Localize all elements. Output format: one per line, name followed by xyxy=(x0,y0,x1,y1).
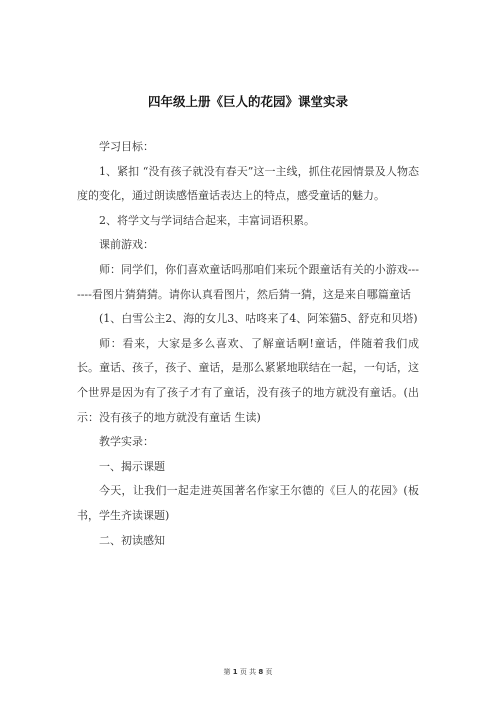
page-title: 四年级上册《巨人的花园》课堂实录 xyxy=(147,94,348,109)
footer-page-number: 1 xyxy=(232,668,238,676)
paragraph-section-1-heading: 一、揭示课题 xyxy=(99,459,165,473)
footer-suffix: 页 xyxy=(263,668,273,676)
paragraph-section-1-text: 今天，让我们一起走进英国著名作家王尔德的《巨人的花园》(板书，学生齐读课题) xyxy=(77,484,419,522)
paragraph-section-2-heading: 二、初读感知 xyxy=(99,533,165,547)
paragraph-warmup-intro: 师：同学们，你们喜欢童话吗那咱们来玩个跟童话有关的小游戏-------看图片猜猜猜。请你认真看图片，然后猜一猜，这是来自哪篇童话 xyxy=(77,262,419,301)
page-footer xyxy=(0,667,496,677)
paragraph-teacher-remarks: 师：看来，大家是多么喜欢、了解童话啊!童话，伴随着我们成长。童话、孩子，孩子、童话，是那么紧紧地联结在一起，一句话，这个世界是因为有了孩子才有了童话，没有孩子的地方就没有童话。(出示：没有孩子的地方就没有童话 生读) xyxy=(77,336,419,424)
paragraph-record-heading: 教学实录： xyxy=(99,435,154,449)
paragraph-goal-1: 1、紧扣 “没有孩子就没有春天”这一主线，抓住花园情景及人物态度的变化，通过朗读感悟童话表达上的特点，感受童话的魅力。 xyxy=(77,164,419,203)
paragraph-warmup-heading: 课前游戏： xyxy=(99,238,154,252)
document-body xyxy=(77,135,419,553)
footer-prefix: 第 xyxy=(223,668,233,676)
footer-middle: 页 共 xyxy=(237,668,259,676)
paragraph-goal-2: 2、将学文与学词结合起来，丰富词语积累。 xyxy=(99,213,315,227)
paragraph-story-list: (1、白雪公主2、海的女儿3、咕咚来了4、阿笨猫5、舒克和贝塔) xyxy=(99,312,418,326)
footer-total-pages: 8 xyxy=(258,668,264,676)
paragraph-learning-goals-heading: 学习目标： xyxy=(99,140,154,153)
